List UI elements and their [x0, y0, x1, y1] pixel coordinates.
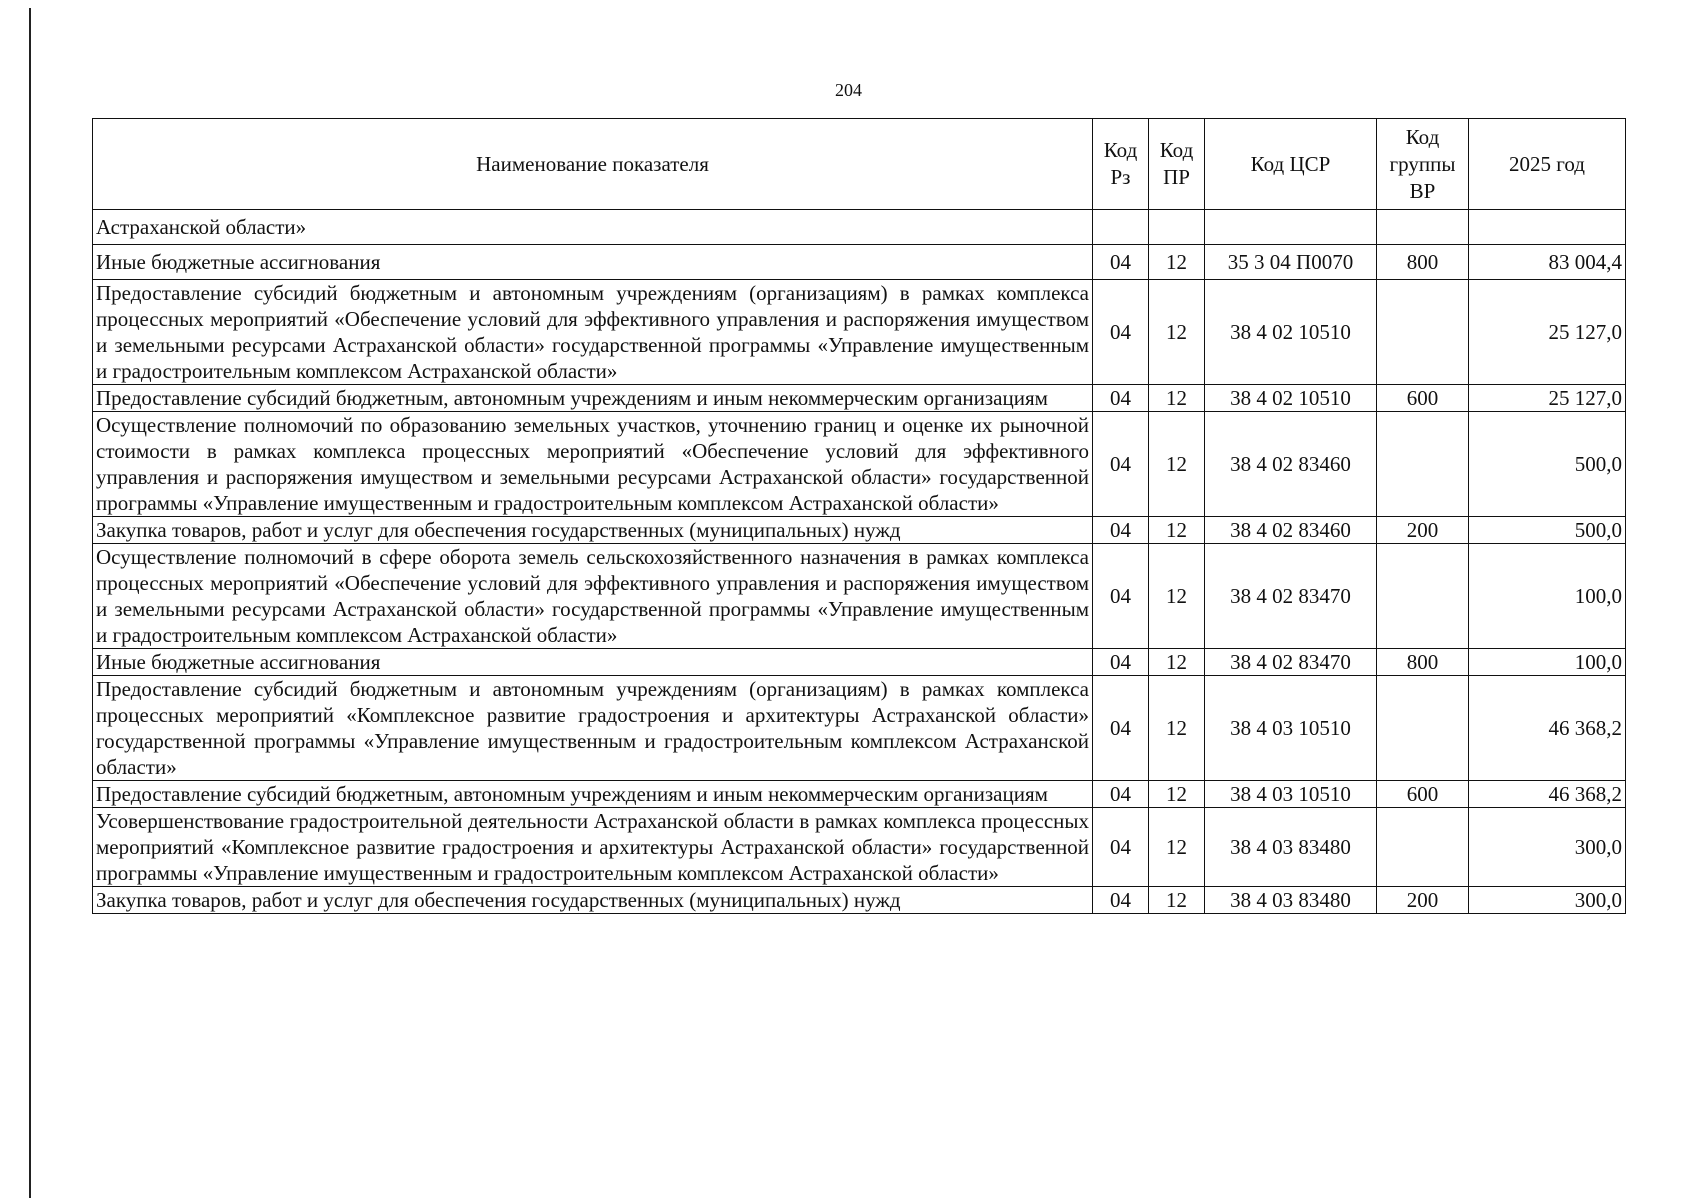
- row-pr: 12: [1149, 385, 1205, 412]
- row-pr: 12: [1149, 887, 1205, 914]
- row-value: 25 127,0: [1469, 385, 1626, 412]
- row-name: Астраханской области»: [93, 210, 1093, 245]
- row-pr: [1149, 210, 1205, 245]
- row-pr: 12: [1149, 544, 1205, 649]
- header-vr: Код группы ВР: [1377, 119, 1469, 210]
- row-vr: [1377, 412, 1469, 517]
- row-value: 100,0: [1469, 544, 1626, 649]
- row-name: Закупка товаров, работ и услуг для обеспечения государственных (муниципальных) нужд: [93, 517, 1093, 544]
- row-csr: 38 4 02 83460: [1205, 517, 1377, 544]
- row-vr: [1377, 544, 1469, 649]
- row-rz: 04: [1093, 245, 1149, 280]
- row-name: Предоставление субсидий бюджетным, автономным учреждениям и иным некоммерческим организациям: [93, 781, 1093, 808]
- row-csr: 38 4 02 10510: [1205, 385, 1377, 412]
- row-value: 500,0: [1469, 412, 1626, 517]
- row-pr: 12: [1149, 412, 1205, 517]
- table-row: [93, 245, 1626, 280]
- row-name: Осуществление полномочий по образованию земельных участков, уточнению границ и оценке их рыночной стоимости в рамках комплекса процессных мероприятий «Обеспечение условий для эффективного управления и распоряжения имуществом и земельными ресурсами Астраханской области» государственной программы «Управление имущественным и градостроительным комплексом Астраханской области»: [93, 412, 1093, 517]
- row-pr: 12: [1149, 517, 1205, 544]
- row-value: 300,0: [1469, 808, 1626, 887]
- row-pr: 12: [1149, 280, 1205, 385]
- row-csr: 38 4 02 83470: [1205, 649, 1377, 676]
- row-csr: 38 4 03 83480: [1205, 808, 1377, 887]
- table-row: [93, 280, 1626, 385]
- row-csr: 38 4 02 83470: [1205, 544, 1377, 649]
- table-row: [93, 517, 1626, 544]
- row-value: 100,0: [1469, 649, 1626, 676]
- row-name: Усовершенствование градостроительной деятельности Астраханской области в рамках комплекса процессных мероприятий «Комплексное развитие градостроения и архитектуры Астраханской области» государственной программы «Управление имущественным и градостроительным комплексом Астраханской области»: [93, 808, 1093, 887]
- table-row: [93, 649, 1626, 676]
- scan-margin-line: [29, 8, 31, 1198]
- row-rz: 04: [1093, 808, 1149, 887]
- row-name: Иные бюджетные ассигнования: [93, 245, 1093, 280]
- table-row: [93, 808, 1626, 887]
- row-name: Предоставление субсидий бюджетным и автономным учреждениям (организациям) в рамках комплекса процессных мероприятий «Комплексное развитие градостроения и архитектуры Астраханской области» государственной программы «Управление имущественным и градостроительным комплексом Астраханской области»: [93, 676, 1093, 781]
- row-rz: 04: [1093, 385, 1149, 412]
- row-value: 46 368,2: [1469, 781, 1626, 808]
- row-name: Предоставление субсидий бюджетным и автономным учреждениям (организациям) в рамках комплекса процессных мероприятий «Обеспечение условий для эффективного управления и распоряжения имуществом и земельными ресурсами Астраханской области» государственной программы «Управление имущественным и градостроительным комплексом Астраханской области»: [93, 280, 1093, 385]
- row-rz: 04: [1093, 544, 1149, 649]
- row-vr: 200: [1377, 887, 1469, 914]
- table-header-row: [93, 119, 1626, 210]
- row-rz: 04: [1093, 649, 1149, 676]
- row-csr: 38 4 02 10510: [1205, 280, 1377, 385]
- header-rz: Код Рз: [1093, 119, 1149, 210]
- table-row: [93, 676, 1626, 781]
- row-csr: 35 3 04 П0070: [1205, 245, 1377, 280]
- row-rz: 04: [1093, 280, 1149, 385]
- page-number: 204: [835, 80, 862, 100]
- row-csr: 38 4 03 83480: [1205, 887, 1377, 914]
- table-row: [93, 210, 1626, 245]
- row-rz: [1093, 210, 1149, 245]
- row-pr: 12: [1149, 245, 1205, 280]
- row-name: Иные бюджетные ассигнования: [93, 649, 1093, 676]
- row-rz: 04: [1093, 887, 1149, 914]
- row-name: Осуществление полномочий в сфере оборота земель сельскохозяйственного назначения в рамках комплекса процессных мероприятий «Обеспечение условий для эффективного управления и распоряжения имуществом и земельными ресурсами Астраханской области» государственной программы «Управление имущественным и градостроительным комплексом Астраханской области»: [93, 544, 1093, 649]
- row-value: [1469, 210, 1626, 245]
- header-pr: Код ПР: [1149, 119, 1205, 210]
- row-value: 500,0: [1469, 517, 1626, 544]
- row-name: Закупка товаров, работ и услуг для обеспечения государственных (муниципальных) нужд: [93, 887, 1093, 914]
- row-name: Предоставление субсидий бюджетным, автономным учреждениям и иным некоммерческим организациям: [93, 385, 1093, 412]
- row-vr: 200: [1377, 517, 1469, 544]
- row-pr: 12: [1149, 808, 1205, 887]
- header-year: 2025 год: [1469, 119, 1626, 210]
- row-rz: 04: [1093, 517, 1149, 544]
- table-row: [93, 781, 1626, 808]
- row-vr: 800: [1377, 245, 1469, 280]
- budget-table: [92, 118, 1626, 914]
- header-csr: Код ЦСР: [1205, 119, 1377, 210]
- row-vr: [1377, 210, 1469, 245]
- row-vr: 600: [1377, 781, 1469, 808]
- row-pr: 12: [1149, 676, 1205, 781]
- row-vr: [1377, 280, 1469, 385]
- row-pr: 12: [1149, 649, 1205, 676]
- row-value: 300,0: [1469, 887, 1626, 914]
- table-row: [93, 385, 1626, 412]
- row-value: 83 004,4: [1469, 245, 1626, 280]
- row-vr: [1377, 808, 1469, 887]
- row-csr: 38 4 03 10510: [1205, 781, 1377, 808]
- row-rz: 04: [1093, 781, 1149, 808]
- table-row: [93, 412, 1626, 517]
- table-row: [93, 887, 1626, 914]
- header-name: Наименование показателя: [93, 119, 1093, 210]
- row-pr: 12: [1149, 781, 1205, 808]
- row-vr: 600: [1377, 385, 1469, 412]
- row-csr: [1205, 210, 1377, 245]
- row-value: 46 368,2: [1469, 676, 1626, 781]
- row-rz: 04: [1093, 676, 1149, 781]
- row-vr: [1377, 676, 1469, 781]
- row-rz: 04: [1093, 412, 1149, 517]
- row-csr: 38 4 02 83460: [1205, 412, 1377, 517]
- table-row: [93, 544, 1626, 649]
- row-value: 25 127,0: [1469, 280, 1626, 385]
- row-vr: 800: [1377, 649, 1469, 676]
- row-csr: 38 4 03 10510: [1205, 676, 1377, 781]
